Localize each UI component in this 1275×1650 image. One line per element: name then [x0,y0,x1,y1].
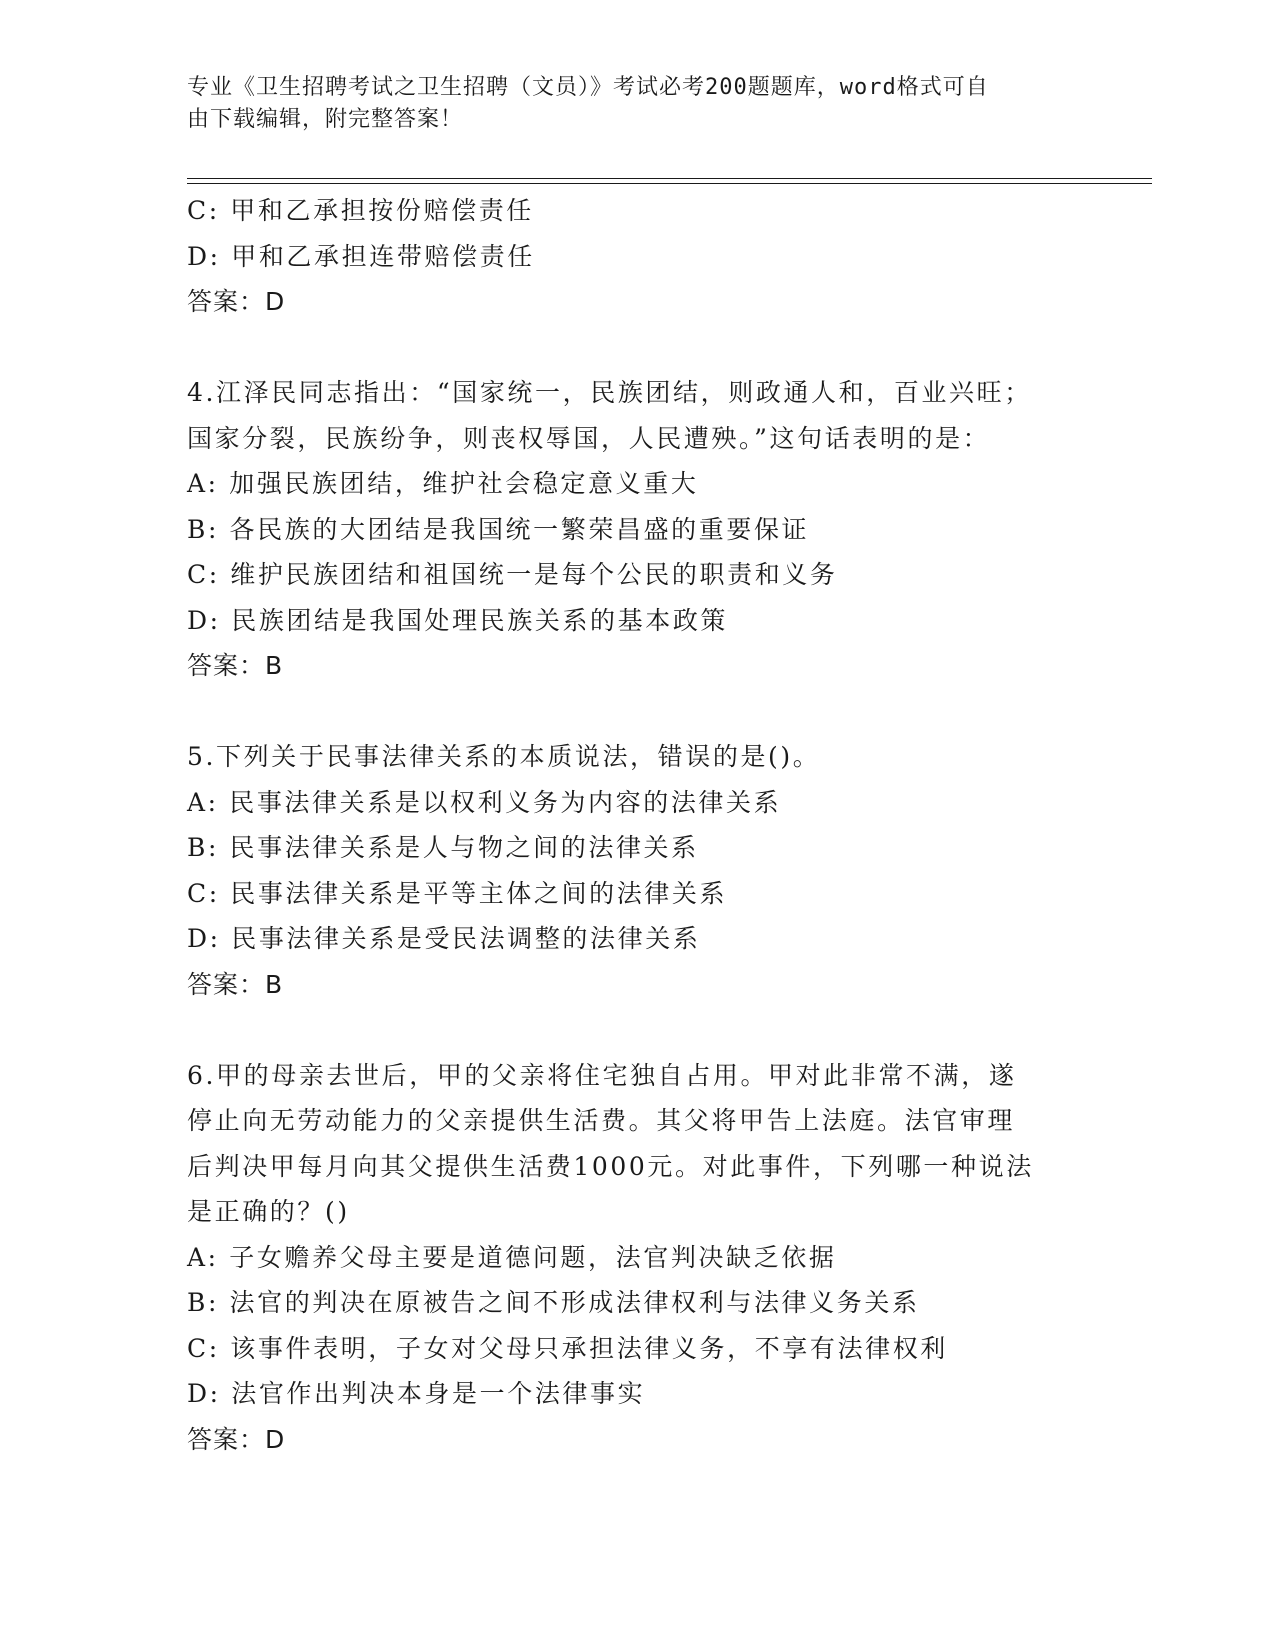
q4-option-b: B: 各民族的大团结是我国统一繁荣昌盛的重要保证 [187,514,810,544]
q4-option-c: C: 维护民族团结和祖国统一是每个公民的职责和义务 [187,560,838,589]
spacer [187,1007,1087,1053]
header-line-2: 由下载编辑，附完整答案！ [187,107,464,132]
spacer [187,325,1087,371]
q4-stem-line-2: 国家分裂，民族纷争，则丧权辱国，人民遭殃。”这句话表明的是： [187,423,991,453]
document-header [187,72,1067,136]
q6-option-d: D: 法官作出判决本身是一个法律事实 [187,1379,646,1408]
q6-stem-line-1: 6.甲的母亲去世后，甲的父亲将住宅独自占用。甲对此非常不满，遂 [187,1060,1017,1090]
q6-stem-line-2: 停止向无劳动能力的父亲提供生活费。其父将甲告上法庭。法官审理 [187,1106,1016,1135]
spacer [187,689,1087,735]
q6-option-a: A: 子女赡养父母主要是道德问题，法官判决缺乏依据 [187,1242,837,1272]
q3-answer: 答案：D [187,287,286,316]
question-3-tail [187,188,1087,325]
q5-option-b: B: 民事法律关系是人与物之间的法律关系 [187,833,699,862]
q5-option-c: C: 民事法律关系是平等主体之间的法律关系 [187,878,728,908]
q6-stem-line-4: 是正确的？() [187,1197,350,1226]
q5-stem-line-1: 5.下列关于民事法律关系的本质说法，错误的是()。 [187,742,821,771]
q6-option-c: C: 该事件表明，子女对父母只承担法律义务，不享有法律权利 [187,1333,948,1363]
question-4 [187,370,1087,689]
question-5 [187,734,1087,1007]
q4-option-a: A: 加强民族团结，维护社会稳定意义重大 [187,469,699,498]
q5-answer: 答案：B [187,969,284,999]
header-line-1: 专业《卫生招聘考试之卫生招聘（文员）》考试必考200题题库，word格式可自 [187,75,989,100]
question-6 [187,1053,1087,1463]
document-body [187,188,1087,1462]
q4-option-d: D: 民族团结是我国处理民族关系的基本政策 [187,605,729,635]
header-divider-bottom [187,183,1152,184]
q3-option-d: D: 甲和乙承担连带赔偿责任 [187,241,535,271]
q4-answer: 答案：B [187,651,284,680]
q6-stem-line-3: 后判决甲每月向其父提供生活费1000元。对此事件，下列哪一种说法 [187,1151,1034,1181]
q4-stem-line-1: 4.江泽民同志指出：“国家统一，民族团结，则政通人和，百业兴旺； [187,378,1032,407]
header-divider-top [187,178,1152,179]
q5-option-d: D: 民事法律关系是受民法调整的法律关系 [187,924,701,953]
q6-answer: 答案：D [187,1424,286,1454]
q6-option-b: B: 法官的判决在原被告之间不形成法律权利与法律义务关系 [187,1288,920,1317]
q3-option-c: C: 甲和乙承担按份赔偿责任 [187,196,534,225]
q5-option-a: A: 民事法律关系是以权利义务为内容的法律关系 [187,787,782,817]
